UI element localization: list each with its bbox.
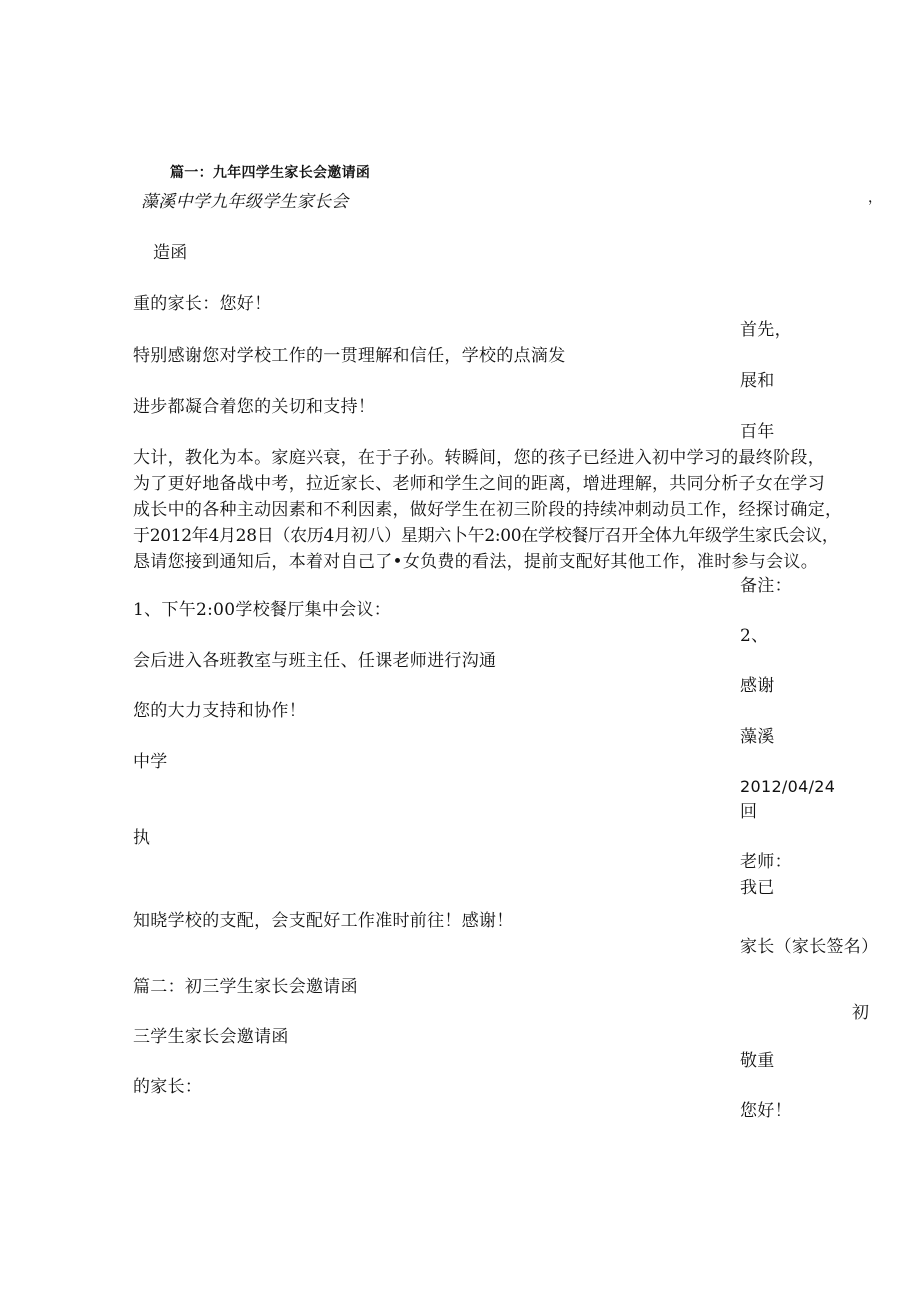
invite2-title: 三学生家长会邀请函 [133,1027,289,1047]
right-respect: 敬重 [740,1051,775,1071]
progress-line: 进步都凝合着您的关切和支持！ [133,397,376,417]
section1-title: 篇一：九年四学生家长会邀请函 [170,165,371,181]
right-first: 首先， [740,320,792,340]
known-line: 知晓学校的支配，会支配好工作准时前往！感谢！ [133,911,514,931]
invite-word: 造函 [153,243,188,263]
date: 2012/04/24 [740,777,836,796]
stray-comma: ， [868,190,883,206]
middle-school: 中学 [133,752,168,772]
item-1: 1、下午2:00学校餐厅集中会议： [133,600,392,620]
right-i: 我已 [740,878,775,898]
greeting: 重的家长：您好！ [133,294,272,314]
right-note: 备注： [740,576,792,596]
item-2-text: 会后进入各班教室与班主任、任课老师进行沟通 [133,651,497,671]
school-title: 藻溪中学九年级学生家长会 [141,192,349,212]
right-item-2: 2、 [740,626,769,646]
para-line-2: 为了更好地备战中考，拉近家长、老师和学生之间的距离，增进理解，共同分析子女在学习 [133,474,825,494]
right-school: 藻溪 [740,727,775,747]
right-parent-sign: 家长（家长签名） [740,937,879,957]
right-teacher: 老师： [740,852,792,872]
support-line: 您的大力支持和协作！ [133,701,306,721]
right-reply: 回 [740,802,758,822]
receipt: 执 [133,828,151,848]
right-thanks: 感谢 [740,676,775,696]
para-line-3: 成长中的各种主动因素和不利因素，做好学生在初三阶段的持续冲刺动员工作，经探讨确定， [133,500,843,520]
right-develop: 展和 [740,371,775,391]
right-chu: 初 [852,1003,870,1023]
para-line-1: 大计，教化为本。家庭兴衰，在于子孙。转瞬间，您的孩子已经进入初中学习的最终阶段， [133,448,825,468]
thanks-line: 特别感谢您对学校工作的一贯理解和信任，学校的点滴发 [133,346,566,366]
para-line-4: 于2012年4月28日（农历4月初八）星期六卜午2:00在学校餐厅召开全体九年级学生家氏会议， [133,526,839,546]
parents-2: 的家长： [133,1077,203,1097]
section2-title: 篇二：初三学生家长会邀请函 [133,977,358,997]
para-line-5: 恳请您接到通知后，本着对自己了•女负费的看法，提前支配好其他工作，准时参与会议。 [133,552,819,572]
right-century: 百年 [740,422,775,442]
hello-2: 您好！ [740,1101,792,1121]
